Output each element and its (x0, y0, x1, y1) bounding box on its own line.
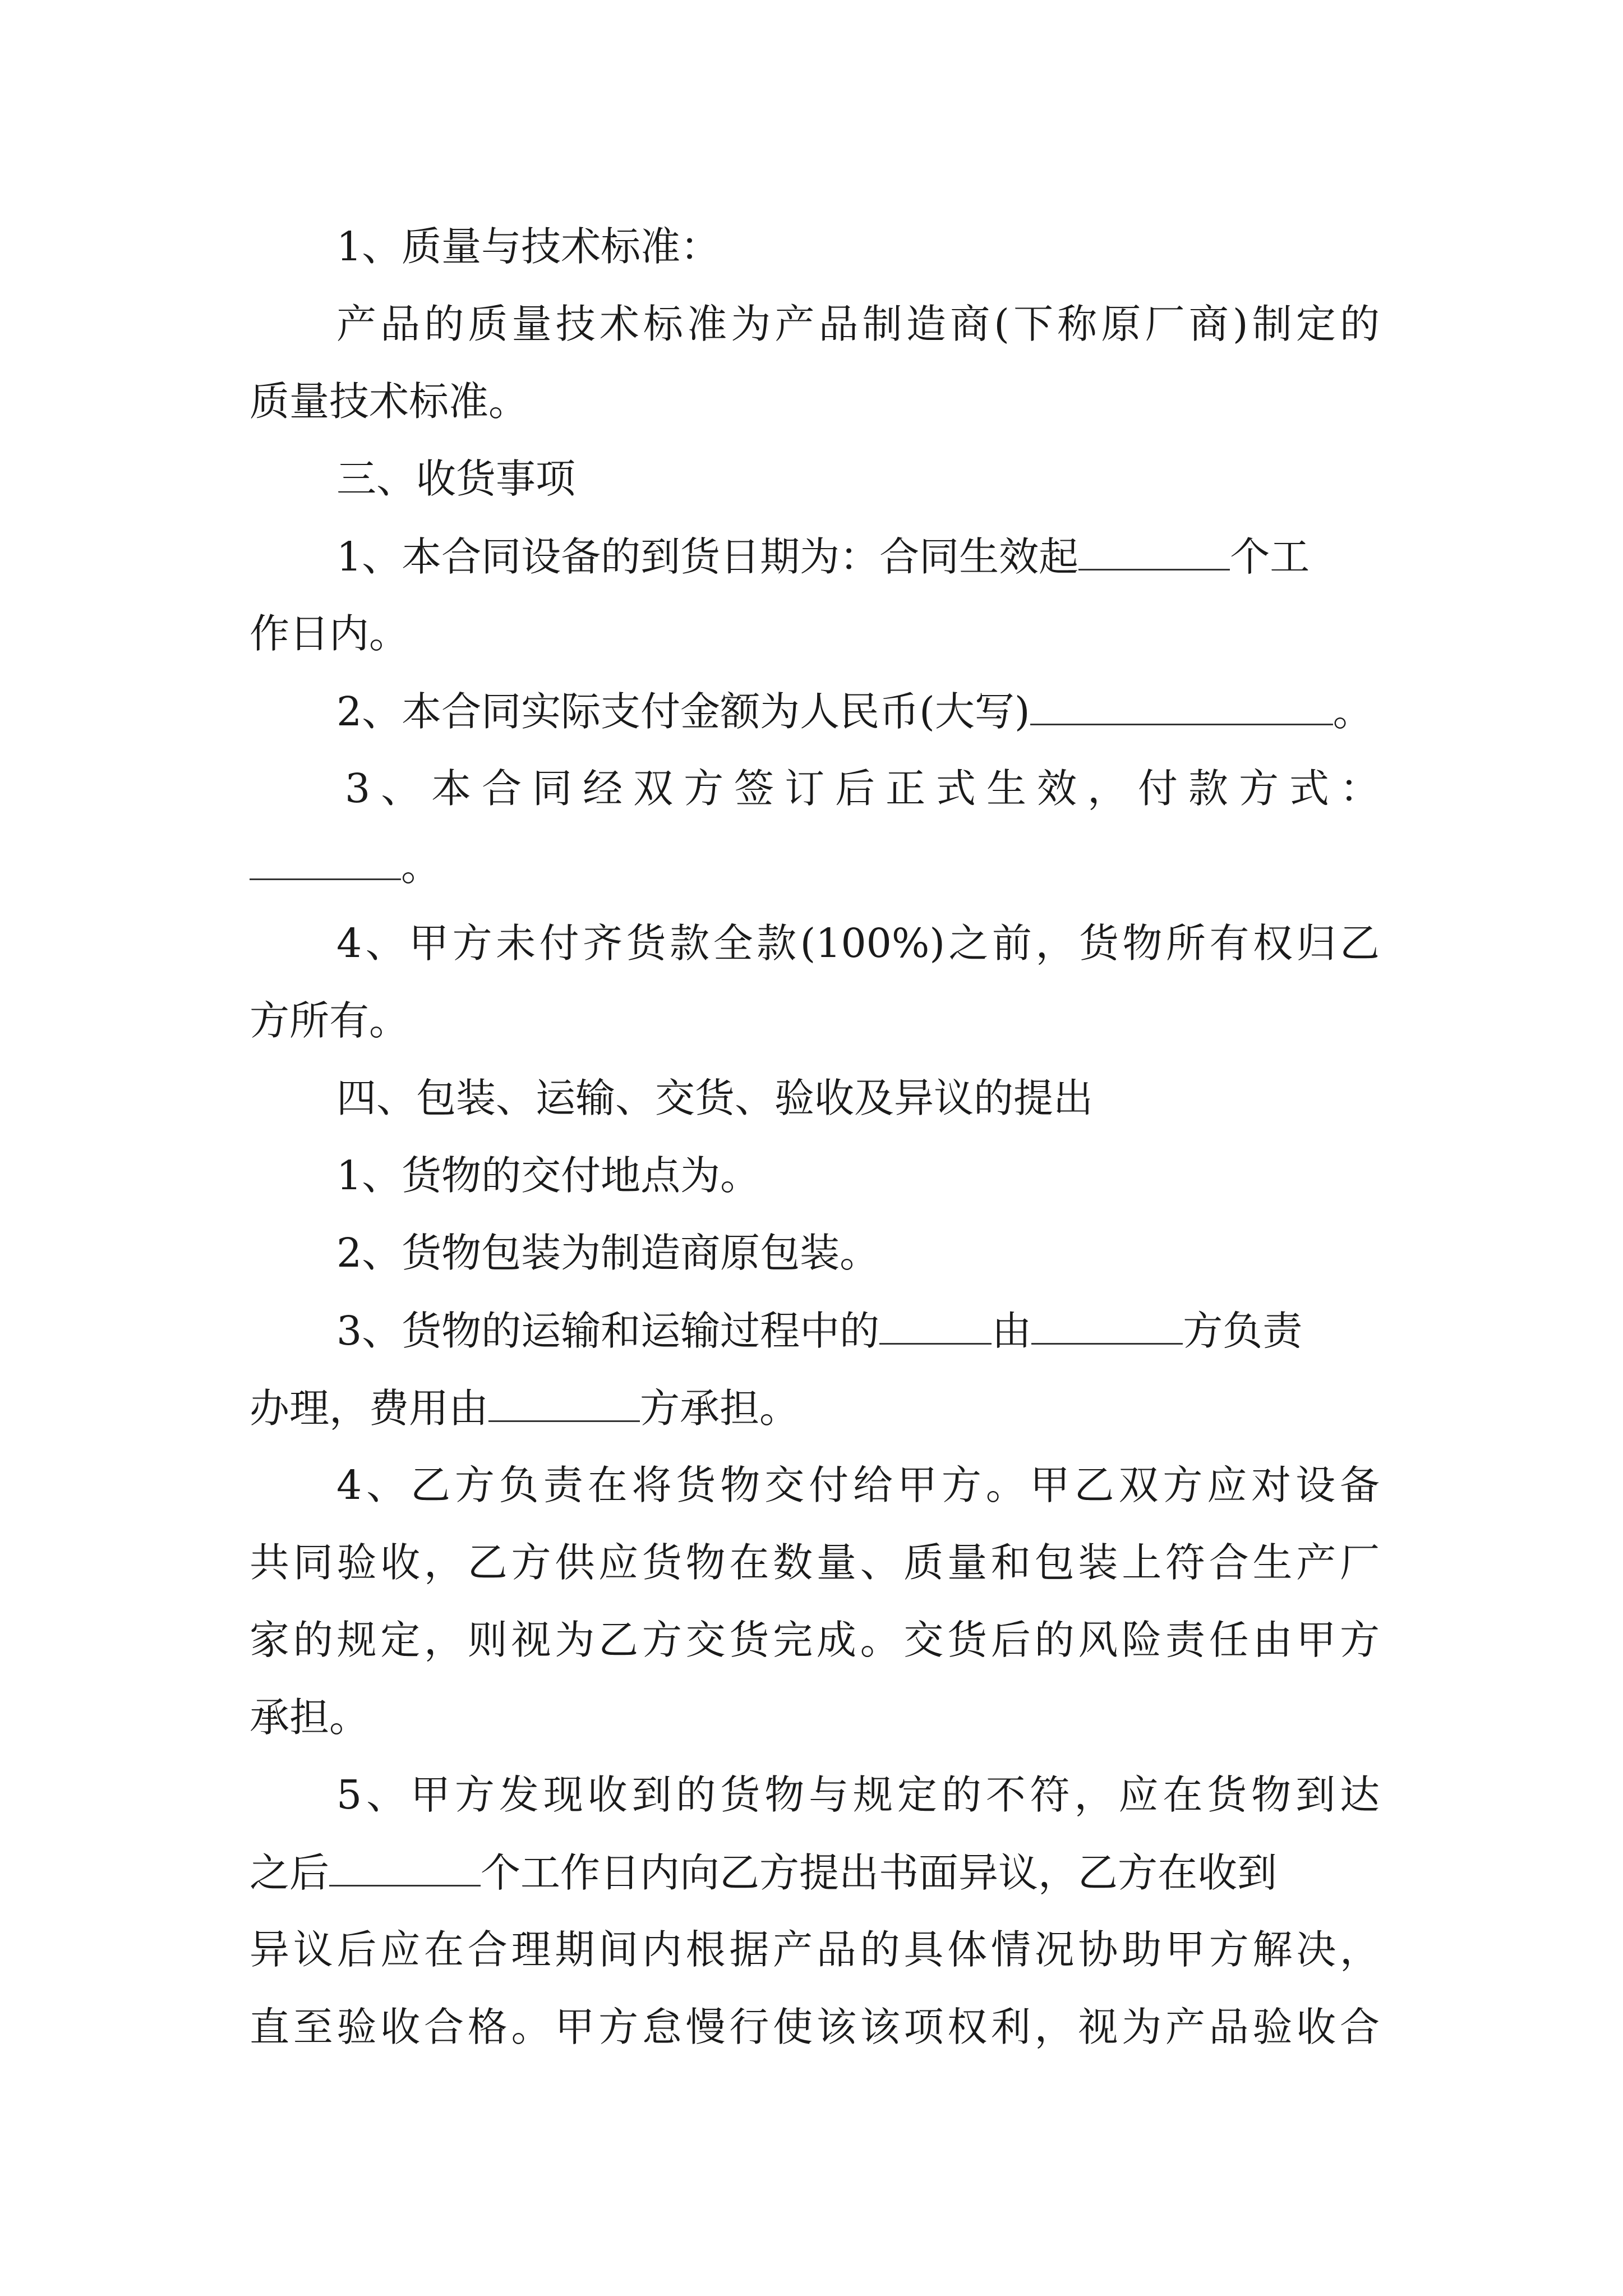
fill-blank[interactable] (879, 1303, 992, 1345)
paragraph-line: 家的规定，则视为乙方交货完成。交货后的风险责任由甲方 (250, 1617, 1380, 1663)
paragraph-line: 1、货物的交付地点为。 (336, 1152, 760, 1199)
section-heading-receiving: 三、收货事项 (336, 455, 576, 502)
paragraph-line: 2、货物包装为制造商原包装。 (336, 1230, 880, 1276)
fill-blank[interactable] (1078, 528, 1230, 570)
paragraph-line: 4、乙方负责在将货物交付给甲方。甲乙双方应对设备 (336, 1462, 1380, 1508)
fill-blank[interactable] (1031, 1303, 1183, 1345)
paragraph-line: 办理，费用由 方承担。 (250, 1380, 799, 1436)
fill-blank[interactable] (488, 1380, 640, 1422)
fill-blank[interactable] (250, 838, 401, 880)
paragraph-line: 3、货物的运输和运输过程中的 由 方负责 (336, 1303, 1302, 1359)
clause-quality-heading: 1、质量与技术标准： (336, 223, 721, 270)
paragraph-line: 方所有。 (250, 997, 409, 1044)
fill-blank[interactable] (1030, 683, 1333, 725)
paragraph-line: 3、本合同经双方签订后正式生效，付款方式： (345, 765, 1380, 812)
paragraph-line: 4、甲方未付齐货款全款(100%)之前，货物所有权归乙 (336, 920, 1380, 967)
paragraph-line: 直至验收合格。甲方怠慢行使该该项权利，视为产品验收合 (250, 2004, 1380, 2050)
paragraph-line: 。 (250, 838, 441, 894)
section-heading-packaging: 四、包装、运输、交货、验收及异议的提出 (336, 1075, 1094, 1121)
paragraph-line: 承担。 (250, 1694, 370, 1741)
paragraph-line: 5、甲方发现收到的货物与规定的不符，应在货物到达 (336, 1772, 1380, 1818)
fill-blank[interactable] (329, 1844, 481, 1887)
paragraph-line: 共同验收，乙方供应货物在数量、质量和包装上符合生产厂 (250, 1539, 1380, 1586)
paragraph-line: 之后 个工作日内向乙方提出书面异议，乙方在收到 (250, 1844, 1277, 1901)
paragraph-line: 2、本合同实际支付金额为人民币(大写) 。 (336, 683, 1373, 739)
paragraph-line: 异议后应在合理期间内根据产品的具体情况协助甲方解决， (250, 1926, 1380, 1973)
paragraph-line: 作日内。 (250, 610, 409, 657)
paragraph-line: 质量技术标准。 (250, 378, 529, 425)
paragraph-line: 1、本合同设备的到货日期为：合同生效起 个工 (336, 528, 1310, 585)
paragraph-line: 产品的质量技术标准为产品制造商(下称原厂商)制定的 (336, 301, 1380, 347)
